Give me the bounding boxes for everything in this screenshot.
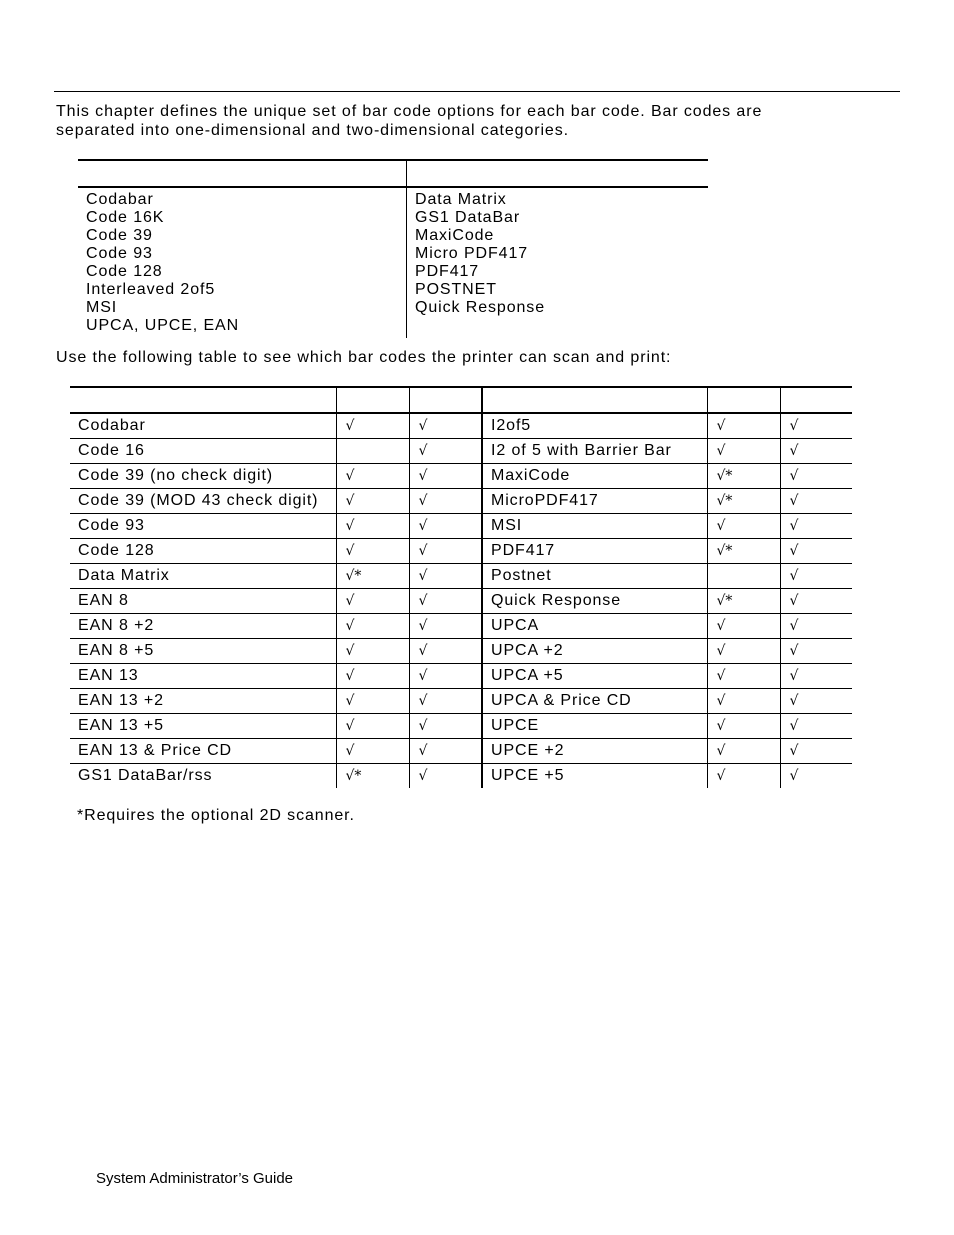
scan-mark-cell: √	[336, 488, 409, 513]
intro-line-2: separated into one-dimensional and two-dimensional categories.	[56, 122, 569, 139]
table-row	[70, 688, 852, 713]
footnote: *Requires the optional 2D scanner.	[77, 807, 355, 824]
intro-paragraph	[56, 102, 876, 140]
barcode-category-table	[78, 159, 708, 338]
table-row	[70, 738, 852, 763]
two-dimensional-list	[415, 191, 545, 317]
scan-mark-cell: √	[707, 713, 780, 738]
header-cell	[707, 387, 780, 413]
print-mark-cell: √	[409, 638, 482, 663]
print-mark-cell: √	[409, 738, 482, 763]
one-dimensional-list	[86, 191, 239, 335]
barcode-name-cell: EAN 13 +5	[70, 713, 336, 738]
barcode-name-cell: UPCE +2	[482, 738, 707, 763]
category-table-header-rule	[78, 186, 708, 188]
list-item: Interleaved 2of5	[86, 281, 216, 298]
scan-mark-cell	[336, 438, 409, 463]
print-mark-cell: √	[780, 463, 852, 488]
scan-mark-cell: √	[336, 713, 409, 738]
print-mark-cell: √	[409, 488, 482, 513]
scan-mark-cell: √*	[707, 538, 780, 563]
scan-mark-cell: √	[707, 688, 780, 713]
scan-mark-cell: √	[336, 413, 409, 438]
barcode-name-cell: Quick Response	[482, 588, 707, 613]
header-cell	[336, 387, 409, 413]
scan-mark-cell: √	[707, 438, 780, 463]
print-mark-cell: √	[409, 413, 482, 438]
scan-print-intro: Use the following table to see which bar codes the printer can scan and print:	[56, 349, 672, 366]
list-item: Code 128	[86, 263, 163, 280]
table-row	[70, 713, 852, 738]
print-mark-cell: √	[409, 688, 482, 713]
list-item: Data Matrix	[415, 191, 507, 208]
print-mark-cell: √	[780, 713, 852, 738]
scan-mark-cell: √*	[707, 588, 780, 613]
barcode-name-cell: Code 39 (MOD 43 check digit)	[70, 488, 336, 513]
scan-mark-cell: √	[336, 463, 409, 488]
scan-mark-cell: √	[336, 538, 409, 563]
barcode-name-cell: MSI	[482, 513, 707, 538]
print-mark-cell: √	[780, 488, 852, 513]
barcode-name-cell: PDF417	[482, 538, 707, 563]
scan-mark-cell: √	[336, 613, 409, 638]
header-cell	[482, 387, 707, 413]
print-mark-cell: √	[780, 663, 852, 688]
print-mark-cell: √	[780, 688, 852, 713]
table-row	[70, 538, 852, 563]
barcode-name-cell: UPCA	[482, 613, 707, 638]
scan-mark-cell: √	[336, 513, 409, 538]
table-header-row	[70, 387, 852, 413]
scan-mark-cell: √	[707, 738, 780, 763]
table-row	[70, 463, 852, 488]
header-cell	[70, 387, 336, 413]
barcode-name-cell: Data Matrix	[70, 563, 336, 588]
barcode-name-cell: Codabar	[70, 413, 336, 438]
barcode-name-cell: EAN 8 +2	[70, 613, 336, 638]
list-item: MaxiCode	[415, 227, 495, 244]
print-mark-cell: √	[780, 513, 852, 538]
barcode-name-cell: Code 93	[70, 513, 336, 538]
scan-mark-cell: √	[707, 763, 780, 788]
category-table-divider	[406, 159, 407, 338]
barcode-name-cell: UPCE	[482, 713, 707, 738]
scan-mark-cell: √	[707, 663, 780, 688]
list-item: GS1 DataBar	[415, 209, 521, 226]
barcode-name-cell: EAN 13 +2	[70, 688, 336, 713]
print-mark-cell: √	[409, 663, 482, 688]
table-row	[70, 763, 852, 788]
barcode-name-cell: EAN 13 & Price CD	[70, 738, 336, 763]
scan-mark-cell: √	[707, 513, 780, 538]
barcode-name-cell: Code 16	[70, 438, 336, 463]
print-mark-cell: √	[409, 538, 482, 563]
list-item: Code 93	[86, 245, 153, 262]
scan-mark-cell: √*	[707, 488, 780, 513]
scan-mark-cell: √	[336, 588, 409, 613]
print-mark-cell: √	[780, 588, 852, 613]
print-mark-cell: √	[780, 438, 852, 463]
barcode-name-cell: UPCE +5	[482, 763, 707, 788]
scan-mark-cell	[707, 563, 780, 588]
table-row	[70, 588, 852, 613]
print-mark-cell: √	[409, 563, 482, 588]
barcode-name-cell: UPCA +5	[482, 663, 707, 688]
header-cell	[780, 387, 852, 413]
barcode-name-cell: EAN 8	[70, 588, 336, 613]
scan-mark-cell: √*	[336, 763, 409, 788]
list-item: MSI	[86, 299, 118, 316]
list-item: POSTNET	[415, 281, 497, 298]
table-row	[70, 563, 852, 588]
barcode-name-cell: I2 of 5 with Barrier Bar	[482, 438, 707, 463]
scan-mark-cell: √	[336, 638, 409, 663]
header-cell	[409, 387, 482, 413]
list-item: PDF417	[415, 263, 480, 280]
scan-mark-cell: √	[336, 738, 409, 763]
list-item: Micro PDF417	[415, 245, 529, 262]
list-item: UPCA, UPCE, EAN	[86, 317, 240, 334]
print-mark-cell: √	[409, 438, 482, 463]
table-row	[70, 488, 852, 513]
scan-mark-cell: √	[707, 413, 780, 438]
barcode-name-cell: Code 39 (no check digit)	[70, 463, 336, 488]
list-item: Codabar	[86, 191, 154, 208]
category-table-top-rule	[78, 159, 708, 161]
print-mark-cell: √	[780, 638, 852, 663]
table-row	[70, 613, 852, 638]
barcode-name-cell: UPCA & Price CD	[482, 688, 707, 713]
barcode-name-cell: GS1 DataBar/rss	[78, 766, 213, 784]
barcode-name-cell: EAN 13	[70, 663, 336, 688]
table-row	[70, 413, 852, 438]
top-rule	[54, 91, 900, 92]
list-item: Code 16K	[86, 209, 165, 226]
scan-mark-cell: √	[336, 663, 409, 688]
barcode-name-cell: UPCA +2	[482, 638, 707, 663]
scan-mark-cell: √*	[336, 563, 409, 588]
scan-mark-cell: √	[336, 688, 409, 713]
table-row	[70, 663, 852, 688]
table-body	[70, 413, 852, 788]
table-row	[70, 638, 852, 663]
barcode-name-cell: I2of5	[482, 413, 707, 438]
barcode-name-cell: EAN 8 +5	[70, 638, 336, 663]
print-mark-cell: √	[409, 763, 482, 788]
page-footer: System Administrator’s Guide	[96, 1170, 294, 1187]
print-mark-cell: √	[780, 538, 852, 563]
print-mark-cell: √	[780, 763, 852, 788]
list-item: Code 39	[86, 227, 153, 244]
print-mark-cell: √	[409, 713, 482, 738]
scan-mark-cell: √	[707, 613, 780, 638]
print-mark-cell: √	[780, 613, 852, 638]
intro-line-1: This chapter defines the unique set of bar code options for each bar code. Bar codes are	[56, 103, 763, 120]
print-mark-cell: √	[780, 563, 852, 588]
barcode-name-cell: MaxiCode	[482, 463, 707, 488]
table-row	[70, 438, 852, 463]
list-item: Quick Response	[415, 299, 545, 316]
print-mark-cell: √	[409, 463, 482, 488]
barcode-name-cell: Postnet	[482, 563, 707, 588]
print-mark-cell: √	[409, 613, 482, 638]
scan-print-table	[70, 386, 852, 788]
barcode-name-cell: MicroPDF417	[482, 488, 707, 513]
table-row	[70, 513, 852, 538]
print-mark-cell: √	[780, 413, 852, 438]
print-mark-cell: √	[780, 738, 852, 763]
scan-mark-cell: √	[707, 638, 780, 663]
barcode-name-cell: Code 128	[70, 538, 336, 563]
scan-mark-cell: √*	[707, 463, 780, 488]
print-mark-cell: √	[409, 513, 482, 538]
print-mark-cell: √	[409, 588, 482, 613]
